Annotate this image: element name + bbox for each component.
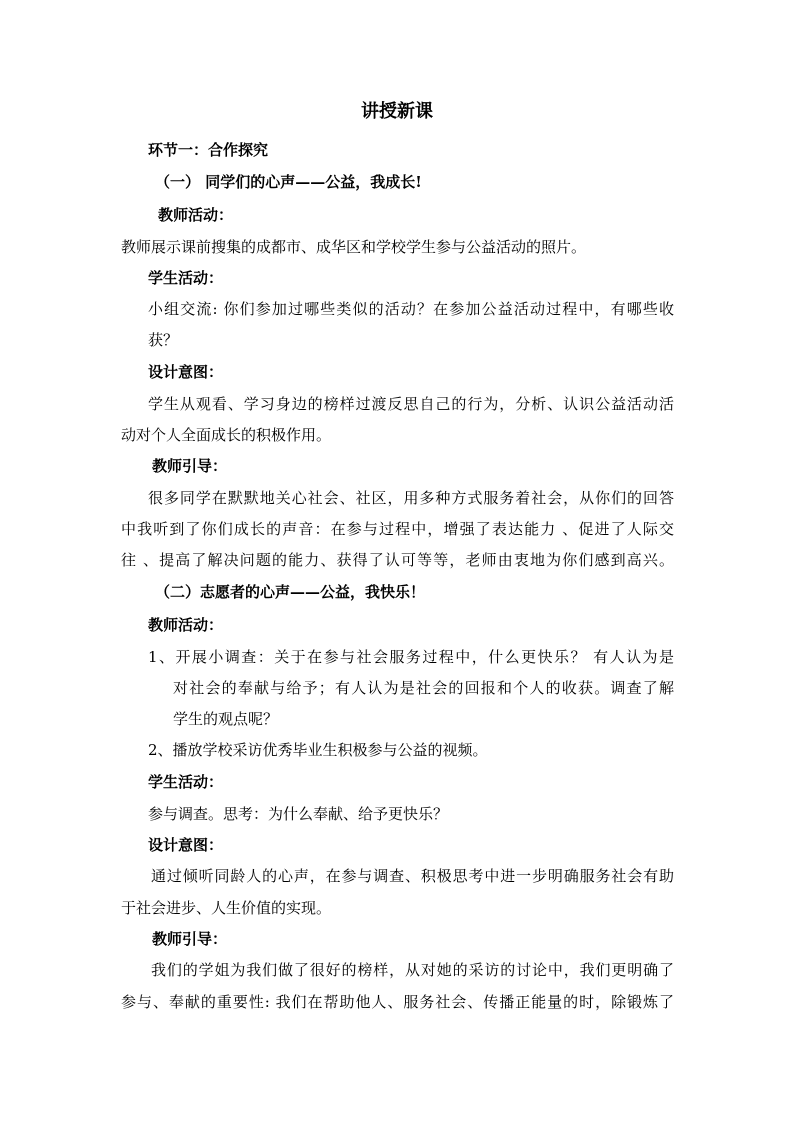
teacher-activity-label: 教师活动：: [158, 206, 234, 224]
teacher-guide-label: 教师引导：: [152, 457, 228, 475]
teacher-activity-label: 教师活动：: [148, 616, 224, 634]
design-intent-line: 学生从观看、学习身边的榜样过渡反思自己的行为，分析、认识公益活动活: [148, 395, 674, 413]
list-item-1-line: 对社会的奉献与给予；有人认为是社会的回报和个人的收获。调查了解: [173, 679, 674, 697]
design-intent-line: 动对个人全面成长的积极作用。: [121, 426, 332, 444]
student-activity-text: 参与调查。思考：为什么奉献、给予更快乐？: [148, 805, 449, 823]
design-intent-line: 于社会进步、人生价值的实现。: [121, 899, 332, 917]
subsection-title-2: （二）志愿者的心声——公益，我快乐！: [155, 583, 426, 601]
design-intent-label: 设计意图：: [148, 363, 224, 381]
section-heading-link1: 环节一：合作探究: [148, 141, 269, 159]
teacher-guide-line: 中我听到了你们成长的声音：在参与过程中，增强了表达能力 、促进了人际交: [121, 520, 674, 538]
list-item-1-line: 1、开展小调查：关于在参与社会服务过程中，什么更快乐？ 有人认为是: [148, 648, 674, 666]
design-intent-label: 设计意图：: [148, 836, 224, 854]
teacher-guide-line: 参与、奉献的重要性: 我们在帮助他人、服务社会、传播正能量的时，除锻炼了: [121, 993, 674, 1011]
student-activity-line: 获？: [148, 331, 179, 349]
student-activity-label: 学生活动：: [148, 773, 224, 791]
teacher-activity-text: 教师展示课前搜集的成都市、成华区和学校学生参与公益活动的照片。: [121, 238, 587, 256]
list-item-1-line: 学生的观点呢？: [173, 710, 279, 728]
page-title: 讲授新课: [361, 101, 433, 122]
student-activity-label: 学生活动：: [148, 269, 224, 287]
design-intent-line: 通过倾听同龄人的心声，在参与调查、积极思考中进一步明确服务社会有助: [151, 867, 674, 885]
subsection-title-1: （一） 同学们的心声——公益，我成长!: [155, 173, 422, 191]
student-activity-line: 小组交流: 你们参加过哪些类似的活动？在参加公益活动过程中，有哪些收: [148, 300, 674, 318]
teacher-guide-label: 教师引导：: [152, 930, 228, 948]
teacher-guide-line: 往 、提高了解决问题的能力、获得了认可等等，老师由衷地为你们感到高兴。: [121, 551, 674, 569]
teacher-guide-line: 我们的学姐为我们做了很好的榜样，从对她的采访的讨论中，我们更明确了: [151, 961, 674, 979]
list-item-2: 2、播放学校采访优秀毕业生积极参与公益的视频。: [148, 741, 488, 759]
teacher-guide-line: 很多同学在默默地关心社会、社区，用多种方式服务着社会，从你们的回答: [148, 489, 674, 507]
